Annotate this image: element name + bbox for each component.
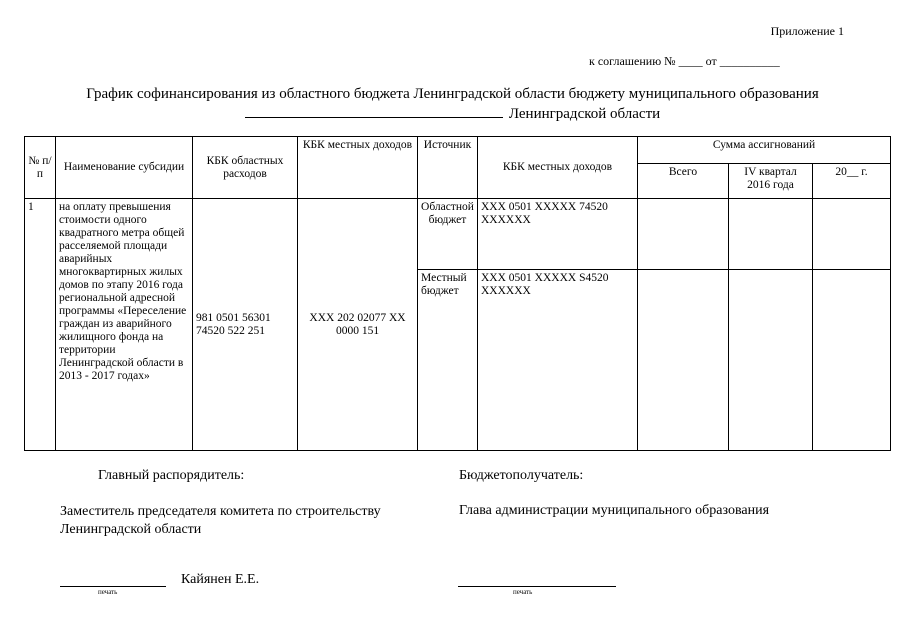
row-kbk-local-income: XXX 202 02077 XX 0000 151 [298,199,418,451]
header-kbk-regional: КБК областных расходов [193,137,298,199]
header-source: Источник [418,137,478,199]
municipality-blank-line [245,103,503,118]
row-year-regional [813,199,891,270]
row-source-local: Местный бюджет [418,270,478,451]
header-sum-group: Сумма ассигнований [638,137,891,164]
right-signatory-position: Глава администрации муниципального образования [459,503,770,518]
row-total-local [638,270,729,451]
page-title-line2 [0,103,905,123]
title-region: Ленинградской области [508,106,661,122]
row-kbk-local-budget: XXX 0501 XXXXX S4520 XXXXXX [478,270,638,451]
row-num: 1 [25,199,56,451]
header-year: 20__ г. [813,164,891,199]
right-signatory-role: Бюджетополучатель: [459,468,584,483]
cofinancing-table [24,136,891,451]
row-q4-regional [729,199,813,270]
row-total-regional [638,199,729,270]
header-subsidy: Наименование субсидии [56,137,193,199]
header-num: № п/п [25,137,56,199]
right-signature-line [458,586,616,587]
row-subsidy: на оплату превышения стоимости одного квадратного метра общей расселяемой площади аварийных многоквартирных жилых домов по этапу 2016 года региональной адресной программы «Переселение граждан из аварийного жилищного фонда на территории Ленинградской области в 2013 - 2017 годах» [56,199,193,451]
row-kbk-regional-budget: XXX 0501 XXXXX 74520 XXXXXX [478,199,638,270]
row-source-regional: Областной бюджет [418,199,478,270]
table-row [25,199,891,270]
left-stamp-label: печать [98,588,118,596]
row-q4-local [729,270,813,451]
row-kbk-regional: 981 0501 56301 74520 522 251 [193,199,298,451]
left-signatory-position: Заместитель председателя комитета по строительству Ленинградской области [60,504,381,537]
right-stamp-label: печать [513,588,533,596]
left-signatory-role: Главный распорядитель: [98,468,245,483]
header-kbk-local-income-2: КБК местных доходов [478,137,638,199]
appendix-label: Приложение 1 [770,24,844,38]
left-signature-line [60,586,166,587]
header-kbk-local-income: КБК местных доходов [298,137,418,199]
left-signatory-name: Кайянен Е.Е. [181,572,260,587]
page-title: График софинансирования из областного бюджета Ленинградской области бюджету муниципального образования [86,86,819,102]
header-q4: IV квартал 2016 года [729,164,813,199]
agreement-reference: к соглашению № ____ от __________ [589,54,780,68]
header-total: Всего [638,164,729,199]
row-year-local [813,270,891,451]
